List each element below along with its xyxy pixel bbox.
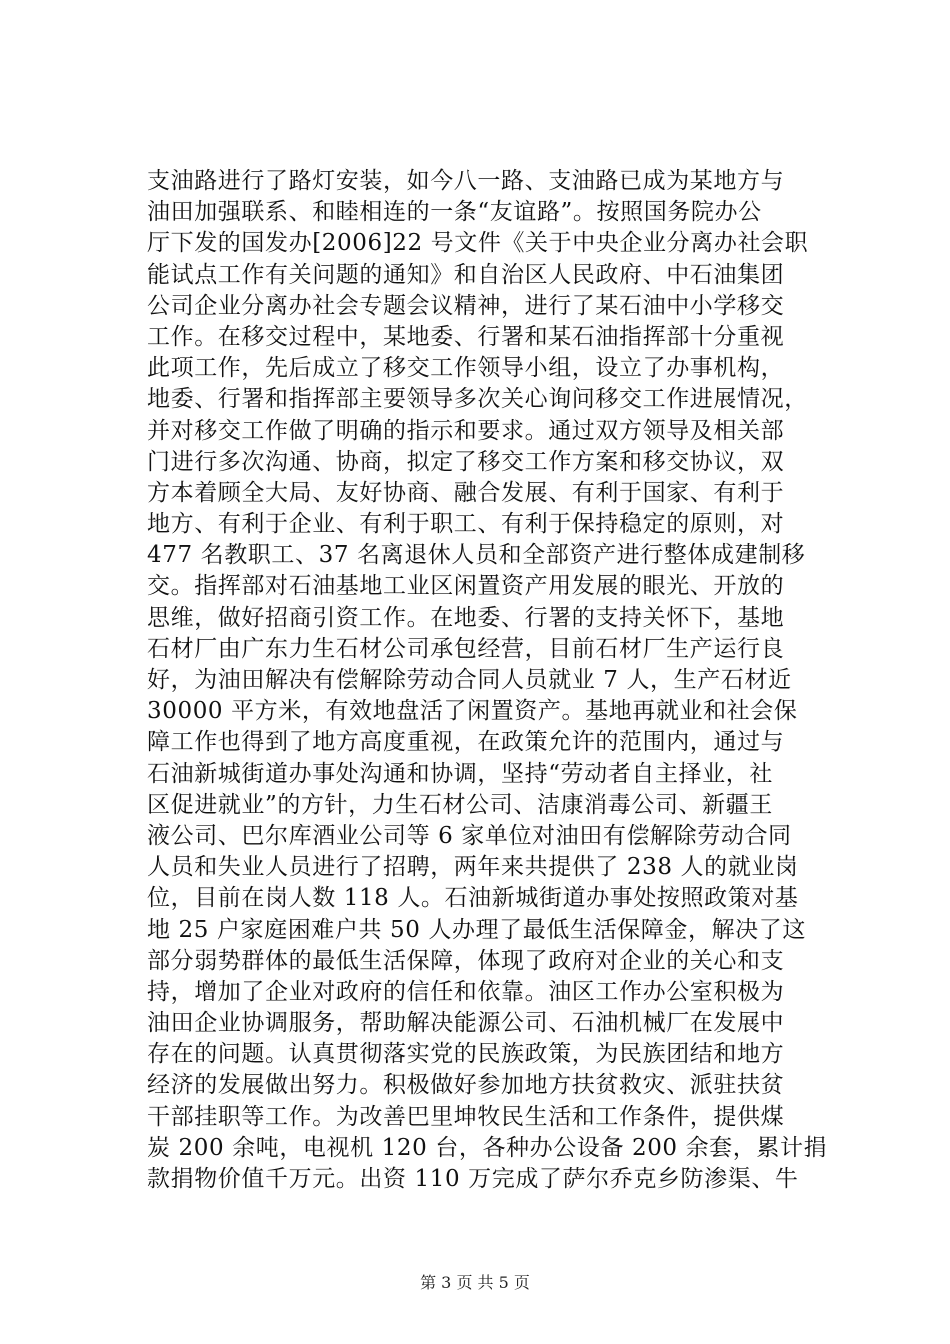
text-line: 公司企业分离办社会专题会议精神，进行了某石油中小学移交 (147, 292, 785, 319)
text-line: 好，为油田解决有偿解除劳动合同人员就业 7 人，生产石材近 (147, 667, 792, 693)
text-line: 交。指挥部对石油基地工业区闲置资产用发展的眼光、开放的 (147, 573, 785, 600)
text-line: 款捐物价值千万元。出资 110 万完成了萨尔乔克乡防渗渠、牛 (147, 1166, 799, 1192)
text-line: 位，目前在岗人数 118 人。石油新城街道办事处按照政策对基 (147, 885, 799, 912)
text-line: 地方、有利于企业、有利于职工、有利于保持稳定的原则，对 (147, 511, 785, 538)
text-line: 油田企业协调服务，帮助解决能源公司、石油机械厂在发展中 (147, 1010, 785, 1037)
page-number-label: 第 3 页 共 5 页 (420, 1273, 530, 1292)
text-line: 30000 平方米，有效地盘活了闲置资产。基地再就业和社会保 (147, 698, 798, 725)
text-line: 人员和失业人员进行了招聘，两年来共提供了 238 人的就业岗 (147, 854, 799, 881)
text-line: 炭 200 余吨，电视机 120 台，各种办公设备 200 余套，累计捐 (147, 1134, 828, 1161)
text-line: 门进行多次沟通、协商，拟定了移交工作方案和移交协议，双 (147, 448, 785, 475)
body-text (147, 166, 837, 1195)
text-line: 经济的发展做出努力。积极做好参加地方扶贫救灾、派驻扶贫 (147, 1072, 785, 1099)
text-line: 存在的问题。认真贯彻落实党的民族政策，为民族团结和地方 (147, 1041, 785, 1068)
text-line: 477 名教职工、37 名离退休人员和全部资产进行整体成建制移 (147, 542, 806, 569)
text-line: 油田加强联系、和睦相连的一条“友谊路”。按照国务院办公 (147, 199, 762, 226)
text-line: 思维，做好招商引资工作。在地委、行署的支持关怀下，基地 (147, 604, 785, 631)
text-line: 石材厂由广东力生石材公司承包经营，目前石材厂生产运行良 (147, 635, 785, 662)
text-line: 区促进就业”的方针，力生石材公司、洁康消毒公司、新疆王 (147, 791, 773, 818)
text-line: 液公司、巴尔库酒业公司等 6 家单位对油田有偿解除劳动合同 (147, 822, 792, 849)
text-line: 能试点工作有关问题的通知》和自治区人民政府、中石油集团 (147, 261, 785, 288)
text-line: 障工作也得到了地方高度重视，在政策允许的范围内，通过与 (147, 729, 785, 756)
text-line: 部分弱势群体的最低生活保障，体现了政府对企业的关心和支 (147, 947, 785, 974)
page-footer (0, 1273, 950, 1293)
text-line: 此项工作，先后成立了移交工作领导小组，设立了办事机构， (147, 355, 785, 382)
text-line: 方本着顾全大局、友好协商、融合发展、有利于国家、有利于 (147, 479, 785, 506)
text-line: 并对移交工作做了明确的指示和要求。通过双方领导及相关部 (147, 417, 785, 444)
text-line: 地 25 户家庭困难户共 50 人办理了最低生活保障金，解决了这 (147, 916, 806, 943)
text-line: 工作。在移交过程中，某地委、行署和某石油指挥部十分重视 (147, 323, 785, 350)
text-line: 持，增加了企业对政府的信任和依靠。油区工作办公室积极为 (147, 978, 785, 1005)
text-line: 地委、行署和指挥部主要领导多次关心询问移交工作进展情况， (147, 386, 808, 413)
text-line: 干部挂职等工作。为改善巴里坤牧民生活和工作条件，提供煤 (147, 1103, 785, 1130)
text-line: 支油路进行了路灯安装，如今八一路、支油路已成为某地方与 (147, 168, 785, 194)
text-line: 石油新城街道办事处沟通和协调，坚持“劳动者自主择业，社 (147, 760, 773, 787)
text-line: 厅下发的国发办[2006]22 号文件《关于中央企业分离办社会职 (147, 230, 809, 257)
